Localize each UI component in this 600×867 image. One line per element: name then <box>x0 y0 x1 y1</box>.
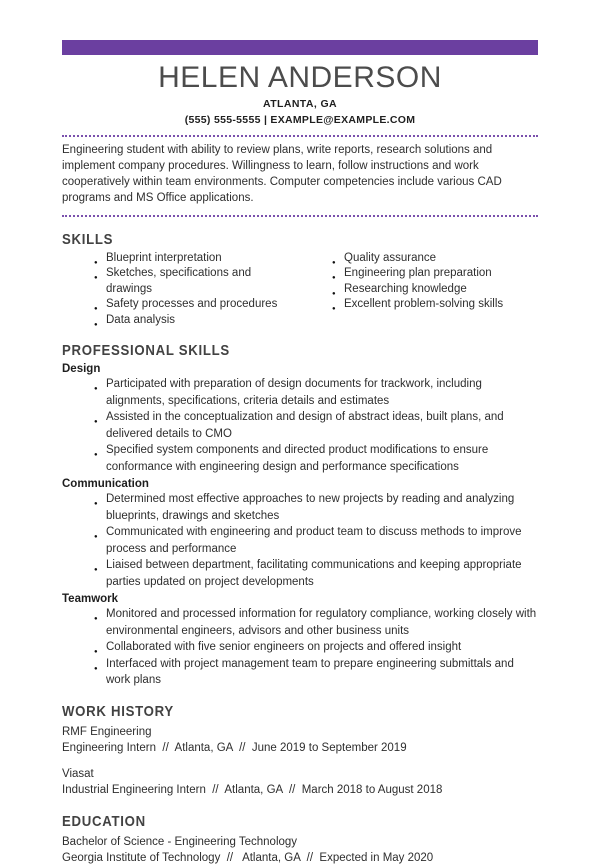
professional-skills-section <box>62 342 538 689</box>
skills-section <box>62 231 538 329</box>
skill-group-title: Teamwork <box>62 593 119 605</box>
skill-item: ● Quality assurance <box>344 251 538 267</box>
experience-bullet: ● Assisted in the conceptualization and design of abstract ideas, built plans, and delivered details to CMO <box>106 409 538 442</box>
skill-item: ● Sketches, specifications and drawings <box>106 266 300 297</box>
skill-group-title: Design <box>62 363 101 375</box>
experience-bullet: ● Determined most effective approaches to new projects by reading and analyzing blueprints, drawings and sketches <box>106 491 538 524</box>
job-detail: Engineering Intern // Atlanta, GA // June 2019 to September 2019 <box>62 742 407 754</box>
skill-group-title: Communication <box>62 478 149 490</box>
skill-group-design <box>62 363 538 475</box>
skill-item: ● Excellent problem-solving skills <box>344 297 538 313</box>
skills-columns <box>62 249 538 329</box>
job-detail: Industrial Engineering Intern // Atlanta, GA // March 2018 to August 2018 <box>62 784 443 796</box>
experience-bullet: ● Monitored and processed information for regulatory compliance, working closely with environmental engineers, advisors and other business units <box>106 606 538 639</box>
candidate-location: ATLANTA, GA <box>263 97 337 110</box>
dotted-divider-top <box>62 135 538 137</box>
candidate-contact: (555) 555-5555 | EXAMPLE@EXAMPLE.COM <box>184 113 416 126</box>
skill-group-communication <box>62 478 538 590</box>
skill-group-teamwork <box>62 593 538 689</box>
skill-item: ● Data analysis <box>106 313 300 329</box>
experience-bullet: ● Participated with preparation of design documents for trackwork, including alignments, specifications, criteria details and estimates <box>106 376 538 409</box>
education-heading: EDUCATION <box>62 812 146 830</box>
candidate-name: HELEN ANDERSON <box>158 61 442 94</box>
skills-column-left <box>62 249 300 329</box>
education-section <box>62 813 538 867</box>
experience-bullet: ● Collaborated with five senior engineers on projects and offered insight <box>106 639 538 656</box>
job-company: Viasat <box>62 767 94 780</box>
job-company: RMF Engineering <box>62 725 152 738</box>
experience-bullet: ● Communicated with engineering and product team to discuss methods to improve process and performance <box>106 524 538 557</box>
work-history-section <box>62 703 538 799</box>
skill-item: ● Safety processes and procedures <box>106 297 300 313</box>
professional-skills-heading: PROFESSIONAL SKILLS <box>62 342 230 359</box>
skill-item: ● Blueprint interpretation <box>106 251 300 267</box>
education-detail: Georgia Institute of Technology // Atlanta, GA // Expected in May 2020 <box>62 852 434 864</box>
work-history-heading: WORK HISTORY <box>62 702 174 720</box>
experience-bullet: ● Specified system components and directed product modifications to ensure conformance with engineering design and performance specifications <box>106 442 538 475</box>
skills-heading: SKILLS <box>62 230 114 248</box>
dotted-divider-bottom <box>62 215 538 217</box>
summary-paragraph: Engineering student with ability to review plans, write reports, research solutions and implement company procedures. Willingness to learn, follow instructions and work cooperatively within team environments. Computer competencies include various CAD programs and MS Office applications. <box>62 143 502 204</box>
experience-bullet: ● Interfaced with project management team to prepare engineering submittals and work plans <box>106 656 538 689</box>
job-entry <box>62 766 538 799</box>
skills-column-right <box>300 249 538 329</box>
education-degree: Bachelor of Science - Engineering Technology <box>62 835 298 848</box>
experience-bullet: ● Liaised between department, facilitating communications and keeping appropriate parties updated on project developments <box>106 557 538 590</box>
skill-item: ● Engineering plan preparation <box>344 266 538 282</box>
job-entry <box>62 724 538 757</box>
accent-top-bar <box>62 40 538 55</box>
skill-item: ● Researching knowledge <box>344 282 538 298</box>
